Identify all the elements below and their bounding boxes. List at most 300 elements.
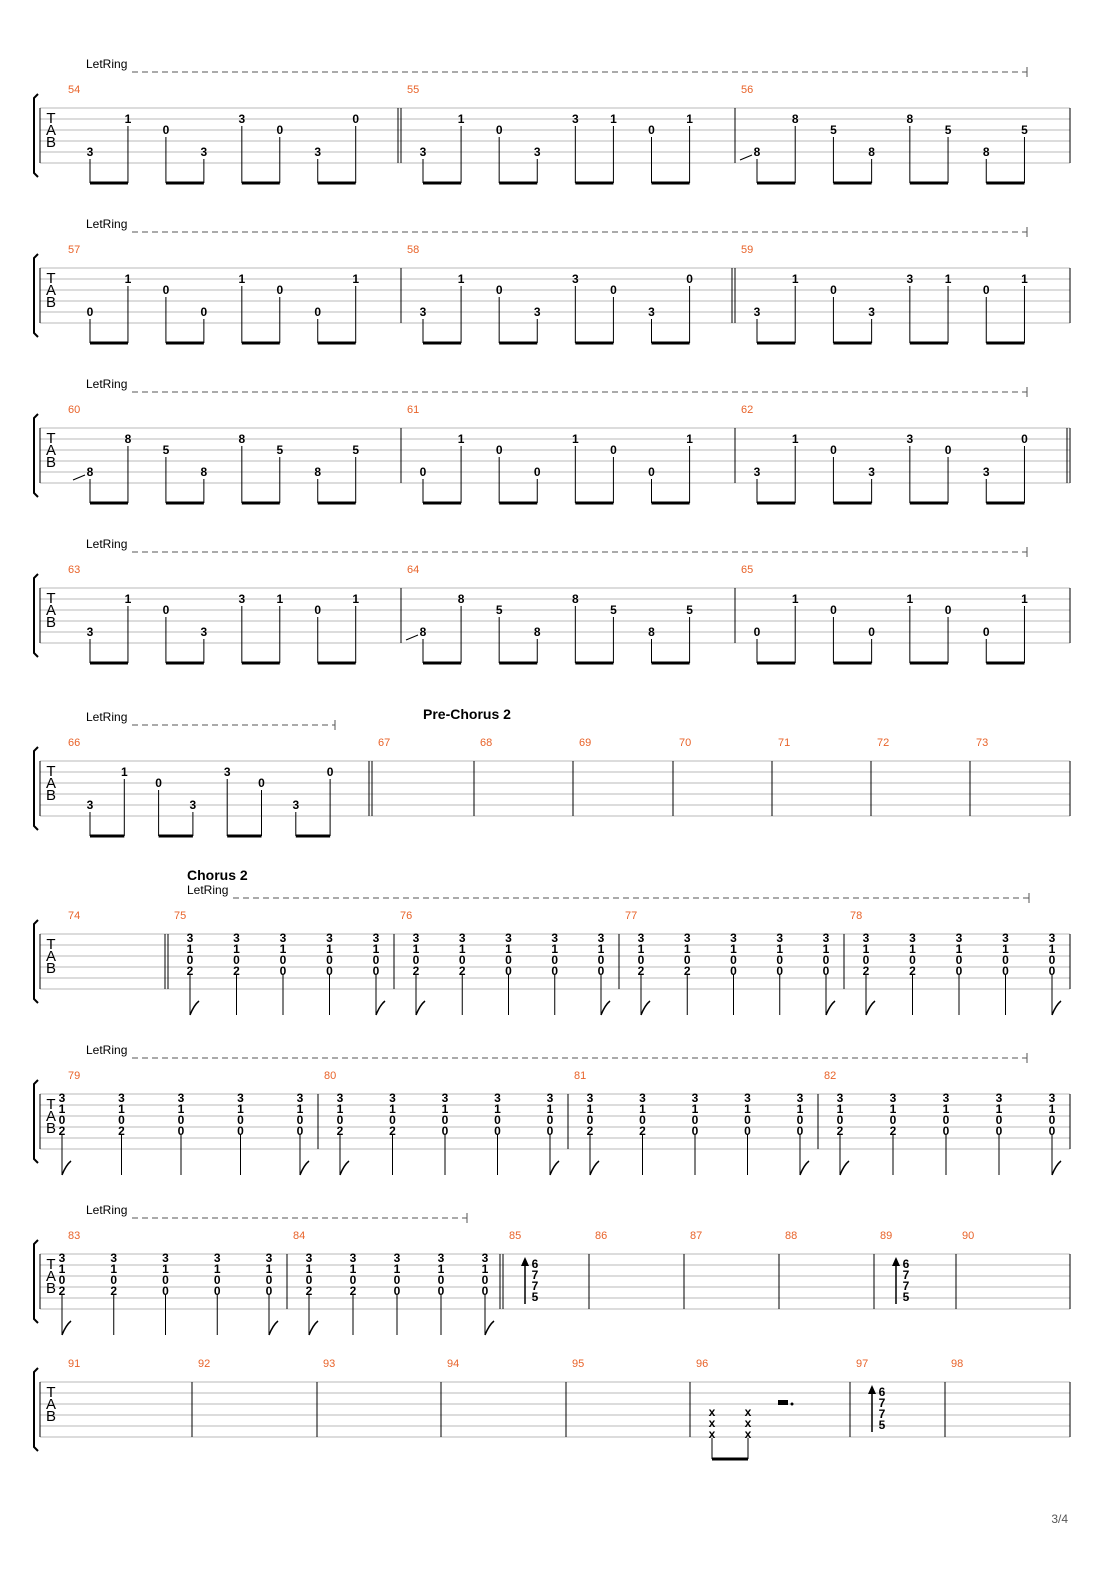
fret-number: 1 bbox=[1021, 592, 1028, 606]
system-brace bbox=[34, 254, 38, 337]
chord-fret: 3 bbox=[862, 931, 870, 945]
measure-number: 63 bbox=[68, 564, 81, 576]
chord-fret: 2 bbox=[349, 1284, 357, 1298]
fret-number: 0 bbox=[753, 625, 761, 639]
chord-fret: 0 bbox=[546, 1113, 554, 1127]
chord-fret: 2 bbox=[683, 964, 691, 978]
fret-number: 1 bbox=[276, 592, 284, 606]
chord-fret: 1 bbox=[237, 1102, 244, 1116]
fret-number: 3 bbox=[868, 305, 875, 319]
tab-clef-letter: T bbox=[46, 1096, 56, 1113]
fret-number: 3 bbox=[906, 272, 914, 286]
chord-fret: 2 bbox=[639, 1124, 646, 1138]
chord-fret: 1 bbox=[233, 942, 240, 956]
chord-fret: 3 bbox=[822, 931, 830, 945]
chord-fret: 0 bbox=[546, 1124, 554, 1138]
chord-fret: 0 bbox=[296, 1113, 304, 1127]
chord-fret: 0 bbox=[213, 1284, 221, 1298]
fret-number: 5 bbox=[830, 123, 837, 137]
chord-fret: 1 bbox=[494, 1102, 501, 1116]
chord-fret: 0 bbox=[691, 1124, 699, 1138]
chord-fret: 1 bbox=[58, 1102, 66, 1116]
chord-fret: 0 bbox=[494, 1113, 501, 1127]
let-ring-label: LetRing bbox=[187, 883, 229, 897]
fret-number: 0 bbox=[495, 283, 503, 297]
fret-number: 1 bbox=[686, 112, 693, 126]
chord-fret: 1 bbox=[186, 942, 194, 956]
chord-fret: 0 bbox=[412, 953, 420, 967]
chord-fret: 1 bbox=[955, 942, 963, 956]
chord-fret: 0 bbox=[326, 953, 333, 967]
tab-clef-letter: T bbox=[46, 590, 56, 607]
fret-number: 3 bbox=[86, 145, 94, 159]
measure-number: 69 bbox=[579, 737, 592, 749]
measure-number: 65 bbox=[741, 564, 754, 576]
chord-fret: 3 bbox=[437, 1251, 445, 1265]
fret-number: 0 bbox=[276, 123, 284, 137]
muted-note: x bbox=[744, 1416, 752, 1430]
chord-fret: 3 bbox=[58, 1091, 66, 1105]
chord-fret: 1 bbox=[637, 942, 645, 956]
chord-fret: 0 bbox=[481, 1284, 489, 1298]
fret-number: 3 bbox=[419, 305, 427, 319]
eighth-flag bbox=[62, 1161, 71, 1175]
muted-note: x bbox=[708, 1416, 716, 1430]
chord-fret: 0 bbox=[437, 1284, 445, 1298]
tab-clef-letter: B bbox=[45, 1408, 57, 1425]
eighth-flag bbox=[300, 1161, 309, 1175]
chord-fret: 3 bbox=[213, 1251, 221, 1265]
chord-fret: 0 bbox=[637, 953, 645, 967]
let-ring-label: LetRing bbox=[86, 377, 128, 391]
arpeggio-fret: 5 bbox=[878, 1418, 886, 1432]
chord-fret: 0 bbox=[776, 964, 784, 978]
chord-fret: 0 bbox=[744, 1113, 751, 1127]
chord-fret: 0 bbox=[730, 953, 737, 967]
fret-number: 1 bbox=[944, 272, 952, 286]
chord-fret: 3 bbox=[639, 1091, 646, 1105]
chord-fret: 0 bbox=[586, 1113, 594, 1127]
arpeggio-fret: 6 bbox=[902, 1257, 910, 1271]
fret-number: 3 bbox=[648, 305, 655, 319]
chord-fret: 2 bbox=[336, 1124, 344, 1138]
arpeggio-fret: 7 bbox=[531, 1268, 539, 1282]
slide-mark bbox=[406, 635, 418, 640]
fret-number: 1 bbox=[571, 432, 579, 446]
fret-number: 0 bbox=[533, 465, 541, 479]
chord-fret: 3 bbox=[233, 931, 240, 945]
arpeggio-fret: 5 bbox=[902, 1290, 910, 1304]
arpeggio-fret: 6 bbox=[531, 1257, 539, 1271]
fret-number: 0 bbox=[944, 603, 952, 617]
fret-number: 1 bbox=[791, 432, 799, 446]
chord-fret: 3 bbox=[458, 931, 466, 945]
fret-number: 3 bbox=[86, 798, 94, 812]
fret-number: 8 bbox=[571, 592, 579, 606]
let-ring-label: LetRing bbox=[86, 710, 128, 724]
chord-fret: 0 bbox=[597, 953, 605, 967]
eighth-flag bbox=[190, 1001, 199, 1015]
measure-number: 73 bbox=[976, 737, 989, 749]
chord-fret: 2 bbox=[118, 1124, 125, 1138]
chord-fret: 0 bbox=[744, 1124, 751, 1138]
fret-number: 3 bbox=[238, 112, 246, 126]
chord-fret: 1 bbox=[744, 1102, 751, 1116]
chord-fret: 0 bbox=[551, 953, 559, 967]
measure-number: 86 bbox=[595, 1230, 608, 1242]
chord-fret: 3 bbox=[730, 931, 737, 945]
chord-fret: 0 bbox=[372, 953, 380, 967]
chord-fret: 0 bbox=[494, 1124, 501, 1138]
measure-number: 87 bbox=[690, 1230, 703, 1242]
chord-fret: 0 bbox=[639, 1113, 646, 1127]
chord-fret: 0 bbox=[1002, 953, 1009, 967]
page-number: 3/4 bbox=[1051, 1512, 1068, 1526]
chord-fret: 0 bbox=[909, 953, 916, 967]
chord-fret: 1 bbox=[412, 942, 420, 956]
measure-number: 72 bbox=[877, 737, 890, 749]
eighth-flag bbox=[641, 1001, 650, 1015]
fret-number: 5 bbox=[162, 443, 170, 457]
chord-fret: 0 bbox=[118, 1113, 125, 1127]
chord-fret: 0 bbox=[177, 1124, 185, 1138]
chord-fret: 1 bbox=[836, 1102, 844, 1116]
chord-fret: 0 bbox=[796, 1124, 804, 1138]
fret-number: 0 bbox=[610, 443, 617, 457]
arpeggio-fret: 7 bbox=[902, 1268, 910, 1282]
fret-number: 8 bbox=[868, 145, 875, 159]
eighth-flag bbox=[590, 1161, 599, 1175]
measure-number: 66 bbox=[68, 737, 81, 749]
chord-fret: 2 bbox=[889, 1124, 897, 1138]
fret-number: 1 bbox=[352, 592, 360, 606]
chord-fret: 2 bbox=[836, 1124, 844, 1138]
chord-fret: 0 bbox=[730, 964, 737, 978]
chord-fret: 3 bbox=[909, 931, 916, 945]
tab-clef-letter: B bbox=[45, 787, 57, 804]
measure-number: 77 bbox=[625, 910, 638, 922]
fret-number: 1 bbox=[124, 272, 132, 286]
tab-clef-letter: A bbox=[45, 775, 57, 792]
chord-fret: 2 bbox=[586, 1124, 594, 1138]
measure-number: 80 bbox=[324, 1070, 337, 1082]
eighth-flag bbox=[340, 1161, 349, 1175]
arpeggio-fret: 7 bbox=[531, 1279, 539, 1293]
measure-number: 97 bbox=[856, 1358, 869, 1370]
chord-fret: 1 bbox=[586, 1102, 594, 1116]
eighth-flag bbox=[416, 1001, 425, 1015]
chord-fret: 3 bbox=[1048, 1091, 1056, 1105]
fret-number: 3 bbox=[982, 465, 990, 479]
chord-fret: 2 bbox=[458, 964, 466, 978]
fret-number: 1 bbox=[120, 765, 128, 779]
chord-fret: 0 bbox=[776, 953, 784, 967]
chord-fret: 0 bbox=[389, 1113, 396, 1127]
system-brace bbox=[34, 1080, 38, 1163]
chord-fret: 3 bbox=[889, 1091, 897, 1105]
measure-number: 93 bbox=[323, 1358, 336, 1370]
measure-number: 64 bbox=[407, 564, 420, 576]
fret-number: 3 bbox=[906, 432, 914, 446]
chord-fret: 2 bbox=[389, 1124, 396, 1138]
chord-fret: 1 bbox=[481, 1262, 489, 1276]
arpeggio-arrow-head bbox=[868, 1385, 876, 1394]
measure-number: 89 bbox=[880, 1230, 893, 1242]
fret-number: 5 bbox=[686, 603, 693, 617]
muted-note: x bbox=[744, 1427, 752, 1441]
chord-fret: 3 bbox=[326, 931, 333, 945]
eighth-flag bbox=[376, 1001, 385, 1015]
chord-fret: 0 bbox=[955, 964, 963, 978]
fret-number: 8 bbox=[457, 592, 465, 606]
chord-fret: 0 bbox=[481, 1273, 489, 1287]
chord-fret: 1 bbox=[862, 942, 870, 956]
chord-fret: 0 bbox=[233, 953, 240, 967]
chord-fret: 2 bbox=[186, 964, 194, 978]
fret-number: 1 bbox=[238, 272, 246, 286]
fret-number: 1 bbox=[1021, 272, 1028, 286]
fret-number: 5 bbox=[1021, 123, 1028, 137]
fret-number: 1 bbox=[791, 272, 799, 286]
tab-clef-letter: A bbox=[45, 122, 57, 139]
chord-fret: 0 bbox=[237, 1113, 244, 1127]
chord-fret: 0 bbox=[889, 1113, 897, 1127]
chord-fret: 0 bbox=[213, 1273, 221, 1287]
chord-fret: 1 bbox=[58, 1262, 66, 1276]
fret-number: 0 bbox=[944, 443, 952, 457]
measure-number: 68 bbox=[480, 737, 493, 749]
chord-fret: 0 bbox=[862, 953, 870, 967]
chord-fret: 3 bbox=[505, 931, 512, 945]
chord-fret: 0 bbox=[372, 964, 380, 978]
measure-number: 94 bbox=[447, 1358, 460, 1370]
tab-clef-letter: A bbox=[45, 1108, 57, 1125]
chord-fret: 1 bbox=[1002, 942, 1009, 956]
chord-fret: 1 bbox=[213, 1262, 221, 1276]
fret-number: 5 bbox=[944, 123, 952, 137]
fret-number: 0 bbox=[982, 625, 990, 639]
let-ring-label: LetRing bbox=[86, 57, 128, 71]
chord-fret: 0 bbox=[393, 1284, 401, 1298]
chord-fret: 3 bbox=[118, 1091, 125, 1105]
fret-number: 0 bbox=[982, 283, 990, 297]
tab-clef-letter: T bbox=[46, 1256, 56, 1273]
chord-fret: 1 bbox=[118, 1102, 125, 1116]
fret-number: 0 bbox=[162, 283, 170, 297]
fret-number: 0 bbox=[648, 465, 655, 479]
fret-number: 8 bbox=[238, 432, 246, 446]
chord-fret: 1 bbox=[909, 942, 916, 956]
chord-fret: 1 bbox=[349, 1262, 357, 1276]
fret-number: 0 bbox=[200, 305, 208, 319]
chord-fret: 2 bbox=[110, 1284, 118, 1298]
fret-number: 5 bbox=[610, 603, 617, 617]
chord-fret: 0 bbox=[691, 1113, 699, 1127]
chord-fret: 3 bbox=[551, 931, 559, 945]
fret-number: 3 bbox=[238, 592, 246, 606]
chord-fret: 1 bbox=[683, 942, 691, 956]
chord-fret: 3 bbox=[412, 931, 420, 945]
let-ring-label: LetRing bbox=[86, 537, 128, 551]
tab-clef-letter: T bbox=[46, 110, 56, 127]
chord-fret: 0 bbox=[437, 1273, 445, 1287]
fret-number: 0 bbox=[352, 112, 360, 126]
eighth-flag bbox=[840, 1161, 849, 1175]
chord-fret: 3 bbox=[683, 931, 691, 945]
tab-clef-letter: A bbox=[45, 282, 57, 299]
fret-number: 1 bbox=[610, 112, 617, 126]
let-ring-label: LetRing bbox=[86, 1203, 128, 1217]
chord-fret: 3 bbox=[441, 1091, 449, 1105]
fret-number: 0 bbox=[495, 443, 503, 457]
chord-fret: 0 bbox=[177, 1113, 185, 1127]
chord-fret: 3 bbox=[389, 1091, 396, 1105]
chord-fret: 0 bbox=[186, 953, 194, 967]
measure-number: 67 bbox=[378, 737, 391, 749]
fret-number: 1 bbox=[686, 432, 693, 446]
chord-fret: 0 bbox=[1048, 953, 1056, 967]
chord-fret: 3 bbox=[796, 1091, 804, 1105]
measure-number: 60 bbox=[68, 404, 81, 416]
chord-fret: 0 bbox=[162, 1284, 169, 1298]
arpeggio-fret: 6 bbox=[878, 1385, 886, 1399]
section-title: Pre-Chorus 2 bbox=[423, 706, 511, 722]
arpeggio-fret: 7 bbox=[878, 1396, 886, 1410]
chord-fret: 1 bbox=[730, 942, 737, 956]
fret-number: 1 bbox=[124, 112, 132, 126]
chord-fret: 3 bbox=[637, 931, 645, 945]
chord-fret: 1 bbox=[458, 942, 466, 956]
chord-fret: 0 bbox=[551, 964, 559, 978]
chord-fret: 2 bbox=[862, 964, 870, 978]
arpeggio-arrow-head bbox=[521, 1257, 529, 1266]
fret-number: 3 bbox=[419, 145, 427, 159]
chord-fret: 0 bbox=[162, 1273, 169, 1287]
measure-number: 70 bbox=[679, 737, 692, 749]
system-brace bbox=[34, 747, 38, 830]
chord-fret: 1 bbox=[995, 1102, 1003, 1116]
chord-fret: 0 bbox=[58, 1273, 66, 1287]
fret-number: 5 bbox=[352, 443, 360, 457]
fret-number: 3 bbox=[753, 465, 761, 479]
tab-clef-letter: B bbox=[45, 134, 57, 151]
chord-fret: 1 bbox=[942, 1102, 950, 1116]
chord-fret: 1 bbox=[546, 1102, 554, 1116]
chord-fret: 0 bbox=[393, 1273, 401, 1287]
measure-number: 55 bbox=[407, 84, 420, 96]
chord-fret: 2 bbox=[233, 964, 240, 978]
tab-clef-letter: T bbox=[46, 430, 56, 447]
fret-number: 3 bbox=[533, 305, 541, 319]
fret-number: 0 bbox=[868, 625, 875, 639]
measure-number: 57 bbox=[68, 244, 81, 256]
fret-number: 8 bbox=[86, 465, 94, 479]
slide-mark bbox=[740, 155, 752, 160]
chord-fret: 1 bbox=[551, 942, 559, 956]
fret-number: 1 bbox=[791, 592, 799, 606]
chord-fret: 0 bbox=[822, 953, 830, 967]
chord-fret: 1 bbox=[597, 942, 605, 956]
fret-number: 0 bbox=[495, 123, 503, 137]
chord-fret: 0 bbox=[942, 1124, 950, 1138]
chord-fret: 0 bbox=[237, 1124, 244, 1138]
chord-fret: 1 bbox=[336, 1102, 344, 1116]
chord-fret: 1 bbox=[1048, 1102, 1056, 1116]
chord-fret: 3 bbox=[110, 1251, 118, 1265]
measure-number: 81 bbox=[574, 1070, 587, 1082]
chord-fret: 0 bbox=[955, 953, 963, 967]
chord-fret: 3 bbox=[836, 1091, 844, 1105]
muted-note: x bbox=[708, 1405, 716, 1419]
fret-number: 8 bbox=[648, 625, 655, 639]
system-brace bbox=[34, 920, 38, 1003]
chord-fret: 2 bbox=[58, 1284, 66, 1298]
chord-fret: 3 bbox=[177, 1091, 185, 1105]
chord-fret: 0 bbox=[942, 1113, 950, 1127]
tab-clef-letter: A bbox=[45, 1268, 57, 1285]
arpeggio-fret: 7 bbox=[902, 1279, 910, 1293]
muted-note: x bbox=[708, 1427, 716, 1441]
chord-fret: 3 bbox=[1048, 931, 1056, 945]
fret-number: 0 bbox=[830, 443, 837, 457]
chord-fret: 1 bbox=[389, 1102, 396, 1116]
fret-number: 0 bbox=[419, 465, 427, 479]
measure-number: 92 bbox=[198, 1358, 211, 1370]
measure-number: 59 bbox=[741, 244, 754, 256]
measure-number: 58 bbox=[407, 244, 420, 256]
fret-number: 0 bbox=[610, 283, 617, 297]
fret-number: 8 bbox=[124, 432, 132, 446]
chord-fret: 0 bbox=[110, 1273, 118, 1287]
chord-fret: 0 bbox=[1048, 964, 1056, 978]
system-brace bbox=[34, 94, 38, 177]
chord-fret: 0 bbox=[683, 953, 691, 967]
fret-number: 1 bbox=[457, 112, 465, 126]
chord-fret: 3 bbox=[349, 1251, 357, 1265]
chord-fret: 1 bbox=[889, 1102, 897, 1116]
tab-clef-letter: B bbox=[45, 454, 57, 471]
chord-fret: 3 bbox=[494, 1091, 501, 1105]
system-brace bbox=[34, 414, 38, 497]
chord-fret: 3 bbox=[744, 1091, 751, 1105]
tab-clef-letter: B bbox=[45, 1120, 57, 1137]
fret-number: 0 bbox=[686, 272, 693, 286]
chord-fret: 3 bbox=[597, 931, 605, 945]
chord-fret: 1 bbox=[279, 942, 287, 956]
fret-number: 3 bbox=[223, 765, 231, 779]
chord-fret: 0 bbox=[505, 953, 512, 967]
chord-fret: 0 bbox=[1048, 1113, 1056, 1127]
tab-clef-letter: T bbox=[46, 270, 56, 287]
fret-number: 0 bbox=[648, 123, 655, 137]
chord-fret: 3 bbox=[237, 1091, 244, 1105]
tab-clef-letter: T bbox=[46, 763, 56, 780]
chord-fret: 2 bbox=[58, 1124, 66, 1138]
chord-fret: 2 bbox=[909, 964, 916, 978]
chord-fret: 0 bbox=[836, 1113, 844, 1127]
chord-fret: 0 bbox=[1002, 964, 1009, 978]
chord-fret: 0 bbox=[796, 1113, 804, 1127]
chord-fret: 0 bbox=[265, 1284, 273, 1298]
fret-number: 3 bbox=[200, 625, 208, 639]
measure-number: 79 bbox=[68, 1070, 81, 1082]
chord-fret: 1 bbox=[639, 1102, 646, 1116]
fret-number: 3 bbox=[571, 272, 579, 286]
tab-clef-letter: A bbox=[45, 1396, 57, 1413]
eighth-flag bbox=[800, 1161, 809, 1175]
fret-number: 3 bbox=[571, 112, 579, 126]
section-title: Chorus 2 bbox=[187, 867, 248, 883]
